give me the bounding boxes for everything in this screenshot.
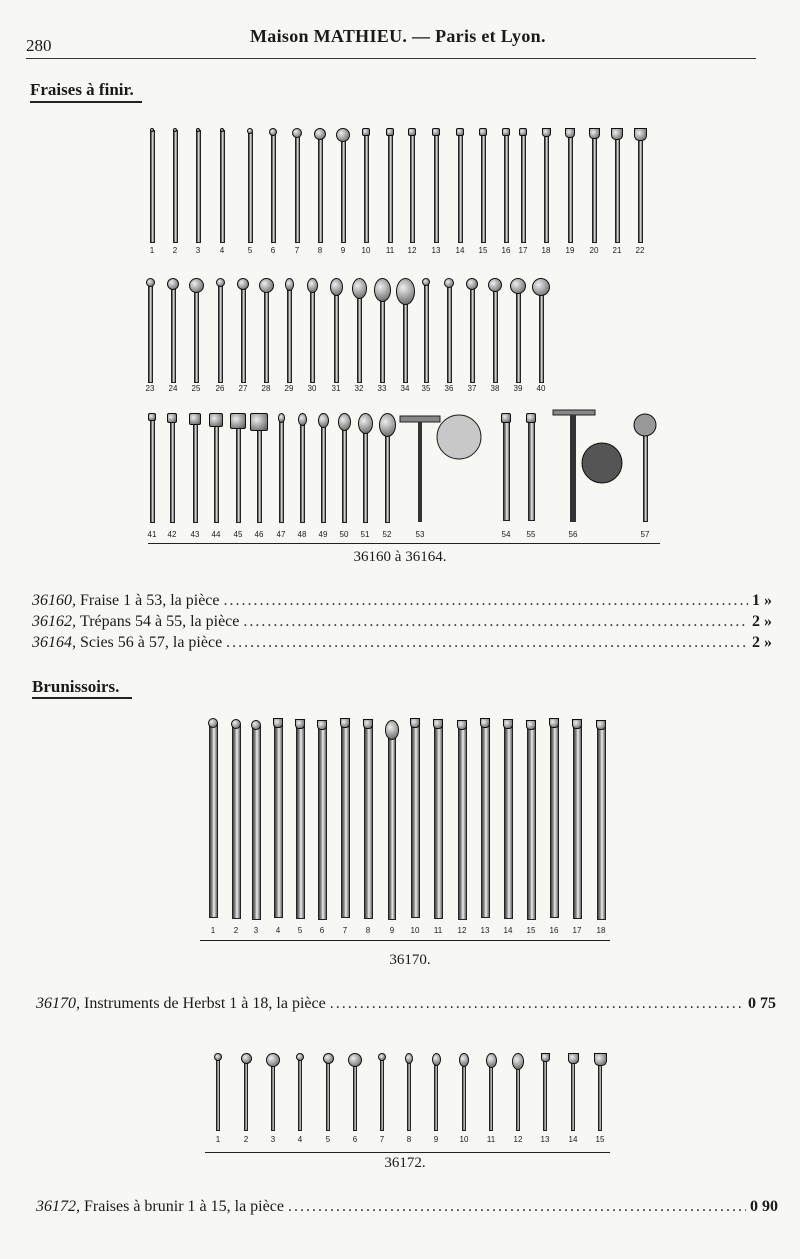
figure-number-label: 49 — [318, 530, 328, 539]
item-description: Fraises à brunir 1 à 15, la pièce — [84, 1198, 284, 1215]
figure-number-label: 5 — [247, 246, 253, 255]
instrument-drawing — [403, 1053, 415, 1131]
figure-number-label: 1 — [210, 926, 216, 935]
figure-number-label: 6 — [319, 926, 325, 935]
instrument-drawing — [594, 1053, 606, 1131]
figure-number-label: 31 — [331, 384, 341, 393]
item-description: Scies 56 à 57, la pièce — [80, 634, 223, 651]
instrument-drawing — [525, 720, 537, 920]
figure-number-label: 7 — [342, 926, 348, 935]
figure-rule — [205, 1152, 610, 1153]
figure-number-label: 1 — [215, 1135, 221, 1144]
instrument-drawing — [548, 718, 560, 918]
figure-number-label: 51 — [360, 530, 370, 539]
price-line-36170 — [36, 995, 776, 1013]
figure-number-label: 1 — [149, 246, 155, 255]
figure-caption-36160: 36160 à 36164. — [353, 549, 447, 565]
saw-edge-view — [553, 410, 595, 415]
figure-number-label: 2 — [172, 246, 178, 255]
figure-number-label: 5 — [325, 1135, 331, 1144]
instrument-drawing — [432, 719, 444, 919]
figure-number-label: 9 — [340, 246, 346, 255]
instrument-drawing — [322, 1053, 334, 1131]
dot-leader — [226, 634, 748, 652]
figure-number-label: 18 — [596, 926, 606, 935]
figure-number-label: 42 — [167, 530, 177, 539]
figure-number-label: 9 — [389, 926, 395, 935]
figure-number-label: 15 — [526, 926, 536, 935]
figure-rule — [148, 543, 660, 544]
instrument-drawing — [230, 719, 242, 919]
figure-number-label: 54 — [501, 530, 511, 539]
figure-number-label: 9 — [433, 1135, 439, 1144]
figure-number-label: 20 — [589, 246, 599, 255]
figure-number-label: 34 — [400, 384, 410, 393]
instrument-drawing — [479, 718, 491, 918]
figure-number-label: 32 — [354, 384, 364, 393]
figure-number-label: 28 — [261, 384, 271, 393]
figure-number-label: 55 — [526, 530, 536, 539]
figure-number-label: 35 — [421, 384, 431, 393]
figure-number-label: 4 — [297, 1135, 303, 1144]
figure-number-label: 46 — [254, 530, 264, 539]
figure-number-label: 24 — [168, 384, 178, 393]
figure-number-label: 50 — [339, 530, 349, 539]
dot-leader — [288, 1198, 746, 1216]
figure-number-label: 44 — [211, 530, 221, 539]
figure-number-label: 5 — [297, 926, 303, 935]
instrument-drawing — [212, 1053, 224, 1131]
figure-number-label: 3 — [195, 246, 201, 255]
figure-number-label: 18 — [541, 246, 551, 255]
instrument-drawing — [349, 1053, 361, 1131]
item-code: 36170, — [36, 995, 80, 1012]
item-code: 36160, — [32, 592, 76, 609]
instrument-drawing — [458, 1053, 470, 1131]
instrument-drawing — [409, 718, 421, 918]
item-price: 0 75 — [748, 995, 776, 1012]
figure-number-label: 19 — [565, 246, 575, 255]
trepan-disc — [437, 415, 481, 459]
item-description: Instruments de Herbst 1 à 18, la pièce — [84, 995, 326, 1012]
instrument-drawing — [250, 720, 262, 920]
figure-rule — [200, 940, 610, 941]
section-title-brunissoirs: Brunissoirs. — [32, 677, 120, 696]
figure-number-label: 43 — [190, 530, 200, 539]
figure-number-label: 40 — [536, 384, 546, 393]
page-header-title: Maison MATHIEU. — Paris et Lyon. — [250, 26, 546, 46]
figure-number-label: 12 — [513, 1135, 523, 1144]
dot-leader — [224, 592, 749, 610]
figure-number-label: 2 — [233, 926, 239, 935]
figure-number-label: 13 — [540, 1135, 550, 1144]
section-title-fraises: Fraises à finir. — [30, 80, 134, 99]
figure-number-label: 10 — [410, 926, 420, 935]
price-line-36164 — [32, 634, 772, 652]
instrument-drawing — [339, 718, 351, 918]
item-code: 36172, — [36, 1198, 80, 1215]
figure-number-label: 11 — [486, 1135, 496, 1144]
figure-number-label: 48 — [297, 530, 307, 539]
instrument-drawing — [456, 720, 468, 920]
item-price: 2 » — [752, 634, 772, 651]
figure-number-label: 16 — [549, 926, 559, 935]
figure-number-label: 10 — [361, 246, 371, 255]
figure-number-label: 52 — [382, 530, 392, 539]
instrument-drawing — [571, 719, 583, 919]
figure-number-label: 8 — [365, 926, 371, 935]
figure-number-label: 8 — [317, 246, 323, 255]
figure-caption-36170: 36170. — [389, 952, 431, 968]
figure-number-label: 7 — [379, 1135, 385, 1144]
item-description: Fraise 1 à 53, la pièce — [80, 592, 220, 609]
figure-number-label: 3 — [270, 1135, 276, 1144]
figure-number-label: 22 — [635, 246, 645, 255]
figure-number-label: 33 — [377, 384, 387, 393]
figure-number-label: 6 — [270, 246, 276, 255]
figure-number-label: 14 — [568, 1135, 578, 1144]
small-saw-disc — [634, 414, 656, 436]
figure-number-label: 12 — [407, 246, 417, 255]
dot-leader — [243, 613, 748, 631]
figure-number-label: 11 — [433, 926, 443, 935]
item-description: Trépans 54 à 55, la pièce — [80, 613, 240, 630]
instrument-drawing — [567, 1053, 579, 1131]
figure-number-label: 2 — [243, 1135, 249, 1144]
instrument-drawing — [485, 1053, 497, 1131]
figure-number-label: 11 — [385, 246, 395, 255]
figure-number-label: 29 — [284, 384, 294, 393]
figure-number-label: 4 — [219, 246, 225, 255]
figure-number-label: 7 — [294, 246, 300, 255]
figure-number-label: 53 — [415, 530, 425, 539]
figure-number-label: 15 — [595, 1135, 605, 1144]
saw-disc — [582, 443, 622, 483]
figure-number-label: 17 — [518, 246, 528, 255]
figure-number-label: 17 — [572, 926, 582, 935]
instrument-drawing — [207, 718, 219, 918]
instrument-drawing — [430, 1053, 442, 1131]
figure-number-label: 45 — [233, 530, 243, 539]
item-price: 1 » — [752, 592, 772, 609]
section-underline — [32, 697, 132, 699]
figure-number-label: 23 — [145, 384, 155, 393]
instrument-drawing — [376, 1053, 388, 1131]
instrument-drawing — [267, 1053, 279, 1131]
figure-number-label: 37 — [467, 384, 477, 393]
figure-number-label: 12 — [457, 926, 467, 935]
item-price: 2 » — [752, 613, 772, 630]
figure-number-label: 27 — [238, 384, 248, 393]
dot-leader — [330, 995, 744, 1013]
figure-number-label: 47 — [276, 530, 286, 539]
figure-number-label: 4 — [275, 926, 281, 935]
item-code: 36162, — [32, 613, 76, 630]
instrument-drawing — [272, 718, 284, 918]
figure-number-label: 3 — [253, 926, 259, 935]
price-line-36162 — [32, 613, 772, 631]
instrument-drawing — [316, 720, 328, 920]
figure-number-label: 6 — [352, 1135, 358, 1144]
item-price: 0 90 — [750, 1198, 778, 1215]
figure-number-label: 10 — [459, 1135, 469, 1144]
instrument-drawing — [294, 719, 306, 919]
figure-caption-36172: 36172. — [384, 1155, 426, 1171]
figure-number-label: 57 — [640, 530, 650, 539]
figure-number-label: 30 — [307, 384, 317, 393]
figure-number-label: 39 — [513, 384, 523, 393]
figure-number-label: 14 — [455, 246, 465, 255]
figure-number-label: 25 — [191, 384, 201, 393]
instrument-drawing — [294, 1053, 306, 1131]
figure-number-label: 56 — [568, 530, 578, 539]
disc-edge-view — [400, 416, 440, 422]
page-number: 280 — [26, 36, 52, 55]
figure-number-label: 38 — [490, 384, 500, 393]
price-line-36172 — [36, 1198, 778, 1216]
figure-number-label: 13 — [431, 246, 441, 255]
figure-number-label: 36 — [444, 384, 454, 393]
figure-number-label: 26 — [215, 384, 225, 393]
instrument-drawing — [539, 1053, 551, 1131]
item-code: 36164, — [32, 634, 76, 651]
figure-number-label: 15 — [478, 246, 488, 255]
instrument-drawing — [362, 719, 374, 919]
instrument-drawing — [386, 720, 398, 920]
instrument-drawing — [240, 1053, 252, 1131]
figure-number-label: 8 — [406, 1135, 412, 1144]
figure-number-label: 41 — [147, 530, 157, 539]
figure-number-label: 13 — [480, 926, 490, 935]
figure-number-label: 14 — [503, 926, 513, 935]
price-line-36160 — [32, 592, 772, 610]
instrument-drawing — [512, 1053, 524, 1131]
figure-number-label: 21 — [612, 246, 622, 255]
instrument-drawing — [595, 720, 607, 920]
figure-number-label: 16 — [501, 246, 511, 255]
instrument-drawing — [502, 719, 514, 919]
